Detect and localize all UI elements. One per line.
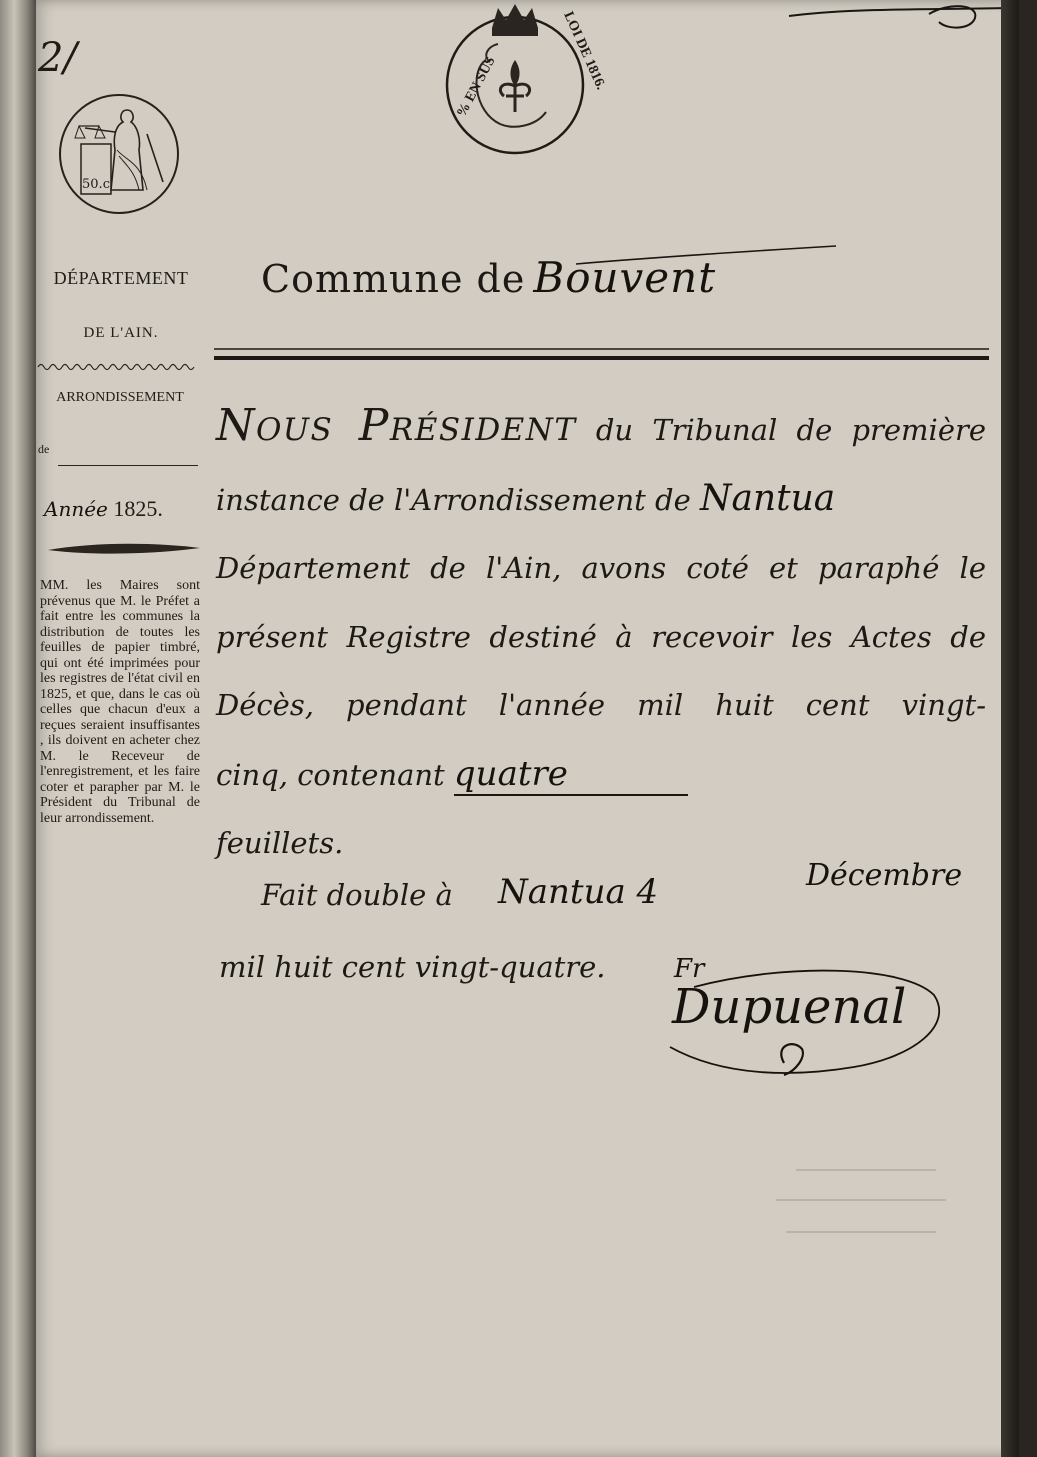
year-value: 1825. (113, 496, 163, 521)
sheet-count-handwritten: quatre (454, 754, 688, 796)
arrondissement-handwritten: Nantua (700, 477, 836, 519)
department-name: DE L'AIN. (83, 325, 159, 341)
body-line-2: instance de l'Arrondissement de Nantua (216, 477, 836, 519)
wavy-rule (36, 360, 201, 374)
swell-rule (44, 540, 204, 560)
book-binding (0, 0, 36, 1457)
page-edge-shadow (1001, 0, 1019, 1457)
arrondissement-heading: ARRONDISSEMENT (56, 390, 184, 405)
svg-text:Fr: Fr (674, 954, 705, 984)
year-line (44, 496, 163, 522)
arrondissement-line (58, 465, 198, 466)
body-line-7: feuillets. (216, 826, 344, 860)
body-line-3: Département de l'Ain, avons coté et paraphé le (216, 551, 986, 585)
year-written-out: mil huit cent vingt-quatre. (219, 950, 606, 984)
department-heading: DÉPARTEMENT (53, 268, 189, 288)
month-handwritten: Décembre (806, 858, 963, 893)
pen-stroke-mark (779, 0, 1019, 60)
done-double-at: Fait double à (261, 878, 453, 912)
folio-number: 2/ (38, 35, 77, 81)
commune-name: Bouvent (533, 253, 717, 302)
crown-stamp (440, 0, 609, 156)
show-through-marks (756, 1160, 956, 1250)
svg-text:LOI DE 1816.: LOI DE 1816. (560, 9, 609, 93)
arrondissement-de: de (38, 442, 50, 456)
body-line-1: Nous Président du Tribunal de première (216, 400, 987, 451)
president-title: Nous Président (216, 400, 577, 451)
svg-text:50.c: 50.c (82, 177, 110, 192)
place-handwritten: Nantua 4 (498, 872, 659, 912)
svg-text:Dupuenal: Dupuenal (672, 979, 907, 1035)
body-line-4: présent Registre destiné à recevoir les Actes de (216, 619, 986, 654)
svg-text:% EN SUS: % EN SUS (454, 54, 499, 120)
commune-label: Commune de (261, 257, 526, 301)
justice-stamp (55, 90, 183, 218)
year-label: Année (44, 497, 108, 521)
double-rule (214, 345, 989, 365)
mayors-notice: MM. les Maires sont prévenus que M. le Préfet a fait entre les communes la distribution de toutes les feuilles de papier timbré, qui ont été imprimées pour les registres de l'état civil en 1825, et que, dans le cas où celles que chacun d'eux a reçues seraient insuffisantes , ils doivent en acheter chez M. le Receveur de l'enregistrement, et les faire coter et parapher par M. le Président du Tribunal de leur arrondissement. (40, 578, 200, 826)
body-line-6: cinq, contenant quatre (216, 740, 986, 810)
handwritten-flourish (566, 240, 846, 270)
body-line-5: Décès, pendant l'année mil huit cent vingt- (216, 688, 986, 722)
certificate-body (216, 392, 986, 878)
register-page (36, 0, 1019, 1457)
president-signature (634, 935, 964, 1095)
